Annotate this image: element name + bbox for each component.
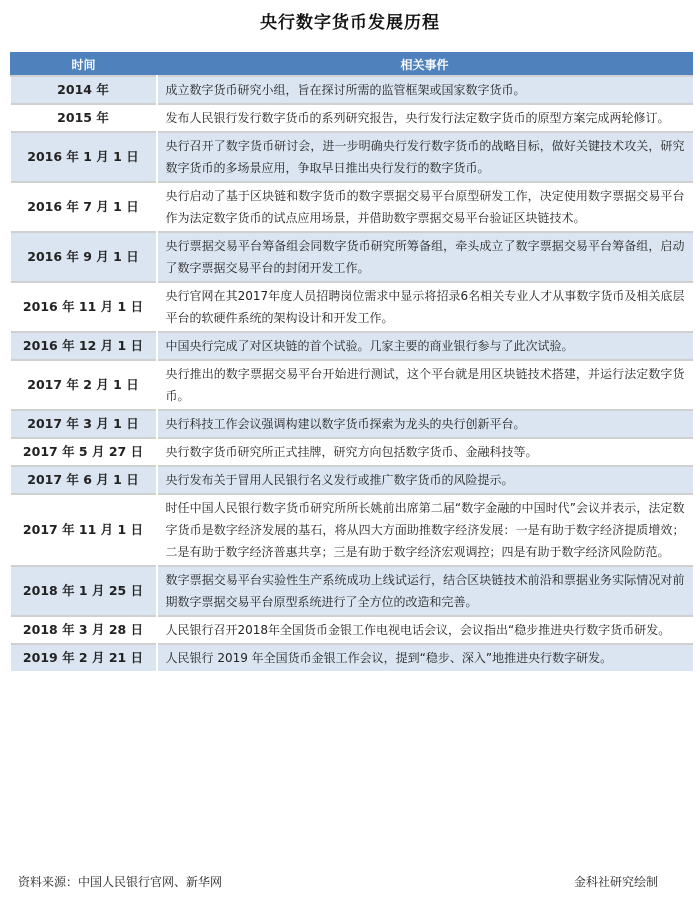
- table-row: [11, 360, 693, 410]
- row-event: 央行官网在其2017年度人员招聘岗位需求中显示将招录6名相关专业人才从事数字货币及相关底层平台的软硬件系统的架构设计和开发工作。: [157, 282, 693, 332]
- table-row: [11, 566, 693, 616]
- row-event: 央行推出的数字票据交易平台开始进行测试，这个平台就是用区块链技术搭建，并运行法定数字货币。: [157, 360, 693, 410]
- source-note: 资料来源：中国人民银行官网、新华网: [18, 875, 223, 889]
- row-event: 央行数字货币研究所正式挂牌，研究方向包括数字货币、金融科技等。: [157, 438, 693, 466]
- row-date: 2017 年 11 月 1 日: [11, 494, 157, 566]
- row-event: 中国央行完成了对区块链的首个试验。几家主要的商业银行参与了此次试验。: [157, 332, 693, 360]
- timeline-rows: [11, 76, 693, 671]
- table-row: [11, 132, 693, 182]
- row-event: 央行票据交易平台筹备组会同数字货币研究所筹备组，牵头成立了数字票据交易平台筹备组，启动了数字票据交易平台的封闭开发工作。: [157, 232, 693, 282]
- table-row: [11, 616, 693, 644]
- row-date: 2016 年 9 月 1 日: [11, 232, 157, 282]
- table-row: [11, 438, 693, 466]
- row-date: 2015 年: [11, 104, 157, 132]
- credit-note: 金科社研究绘制: [573, 875, 658, 889]
- row-event: 央行发布关于冒用人民银行名义发行或推广数字货币的风险提示。: [157, 466, 693, 494]
- table-row: [11, 410, 693, 438]
- column-header-time: 时间: [11, 53, 157, 77]
- row-event: 发布人民银行发行数字货币的系列研究报告，央行发行法定数字货币的原型方案完成两轮修订。: [157, 104, 693, 132]
- row-date: 2017 年 2 月 1 日: [11, 360, 157, 410]
- table-row: [11, 494, 693, 566]
- row-date: 2018 年 3 月 28 日: [11, 616, 157, 644]
- table-row: [11, 282, 693, 332]
- column-header-event: 相关事件: [157, 53, 693, 77]
- table-row: [11, 332, 693, 360]
- row-date: 2014 年: [11, 76, 157, 104]
- table-row: [11, 232, 693, 282]
- row-event: 数字票据交易平台实验性生产系统成功上线试运行，结合区块链技术前沿和票据业务实际情况对前期数字票据交易平台原型系统进行了全方位的改造和完善。: [157, 566, 693, 616]
- page-title: 央行数字货币发展历程: [260, 13, 440, 33]
- row-event: 时任中国人民银行数字货币研究所所长姚前出席第二届“数字金融的中国时代”会议并表示，法定数字货币是数字经济发展的基石，将从四大方面助推数字经济发展：一是有助于数字经济提质增效；二是有助于数字经济普惠共享；三是有助于数字经济宏观调控；四是有助于数字经济风险防范。: [157, 494, 693, 566]
- row-date: 2016 年 7 月 1 日: [11, 182, 157, 232]
- row-date: 2017 年 3 月 1 日: [11, 410, 157, 438]
- row-date: 2016 年 12 月 1 日: [11, 332, 157, 360]
- table-row: [11, 182, 693, 232]
- timeline-table: [10, 52, 693, 671]
- table-row: [11, 466, 693, 494]
- row-date: 2016 年 11 月 1 日: [11, 282, 157, 332]
- row-event: 央行召开了数字货币研讨会，进一步明确央行发行数字货币的战略目标，做好关键技术攻关，研究数字货币的多场景应用，争取早日推出央行发行的数字货币。: [157, 132, 693, 182]
- row-event: 人民银行 2019 年全国货币金银工作会议，提到“稳步、深入”地推进央行数字研发。: [157, 644, 693, 671]
- row-date: 2018 年 1 月 25 日: [11, 566, 157, 616]
- row-date: 2017 年 5 月 27 日: [11, 438, 157, 466]
- row-event: 央行科技工作会议强调构建以数字货币探索为龙头的央行创新平台。: [157, 410, 693, 438]
- table-header-row: [11, 53, 693, 77]
- row-event: 人民银行召开2018年全国货币金银工作电视电话会议，会议指出“稳步推进央行数字货币研发。: [157, 616, 693, 644]
- table-row: [11, 644, 693, 671]
- table-row: [11, 104, 693, 132]
- row-date: 2016 年 1 月 1 日: [11, 132, 157, 182]
- row-event: 央行启动了基于区块链和数字货币的数字票据交易平台原型研发工作，决定使用数字票据交易平台作为法定数字货币的试点应用场景，并借助数字票据交易平台验证区块链技术。: [157, 182, 693, 232]
- row-event: 成立数字货币研究小组，旨在探讨所需的监管框架或国家数字货币。: [157, 76, 693, 104]
- row-date: 2019 年 2 月 21 日: [11, 644, 157, 671]
- row-date: 2017 年 6 月 1 日: [11, 466, 157, 494]
- table-row: [11, 76, 693, 104]
